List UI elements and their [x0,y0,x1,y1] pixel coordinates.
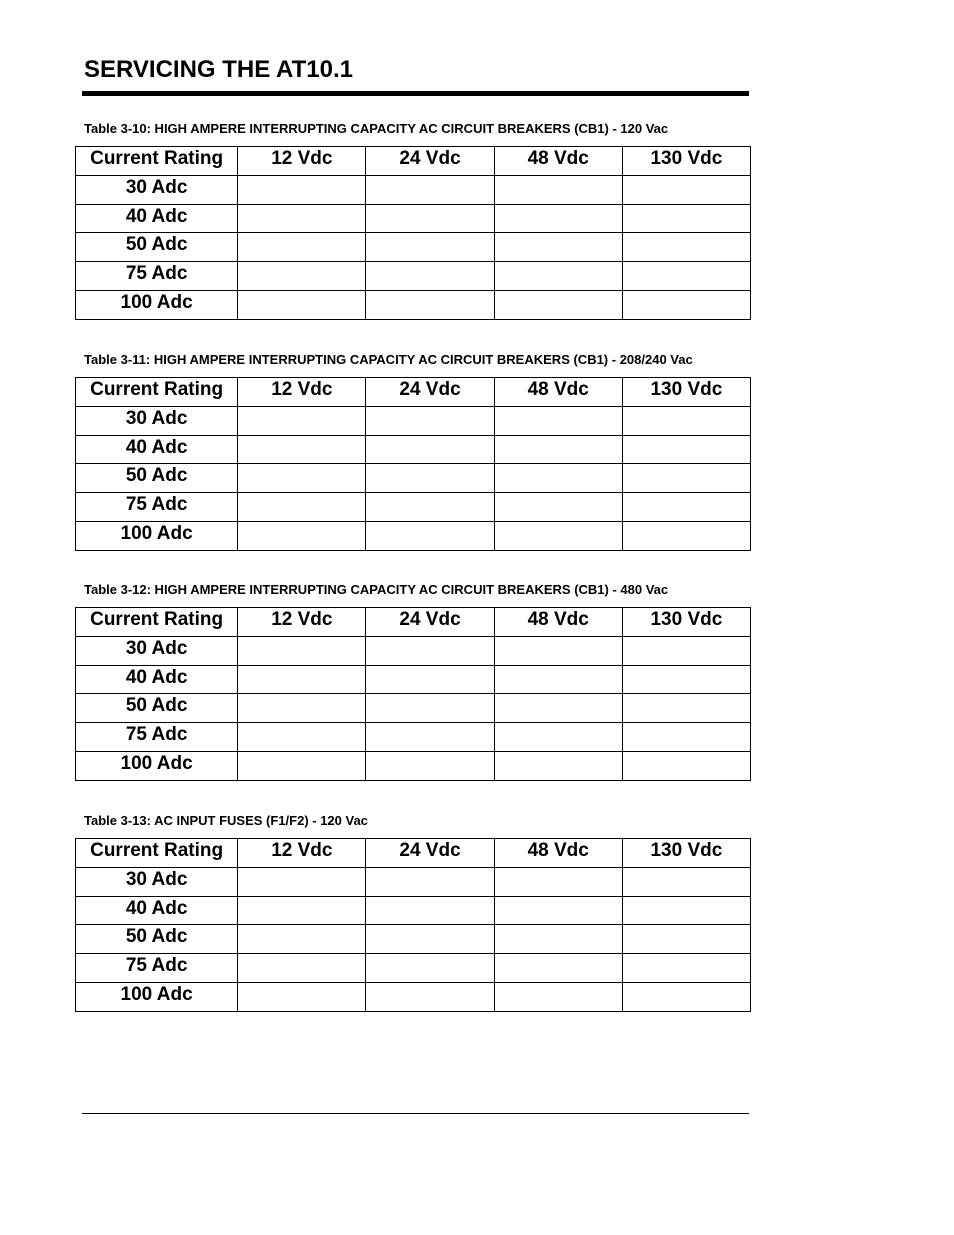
table-cell [366,464,494,493]
table-cell [494,521,622,550]
table-cell [238,723,366,752]
current-rating-cell: 75 Adc [76,954,238,983]
column-header: 48 Vdc [494,608,622,637]
column-header: 24 Vdc [366,839,494,868]
column-header: 24 Vdc [366,147,494,176]
column-header: 24 Vdc [366,608,494,637]
current-rating-cell: 75 Adc [76,723,238,752]
column-header: 12 Vdc [238,378,366,407]
column-header: 48 Vdc [494,378,622,407]
table-cell [622,290,750,319]
table-cell [494,204,622,233]
table-cell [366,521,494,550]
table-cell [622,665,750,694]
current-rating-cell: 40 Adc [76,204,238,233]
table-cell [494,665,622,694]
table-cell [494,290,622,319]
table-cell [238,435,366,464]
table-cell [366,406,494,435]
table-cell [238,636,366,665]
table-row [76,665,751,694]
current-rating-cell: 50 Adc [76,464,238,493]
current-rating-cell: 100 Adc [76,982,238,1011]
current-rating-cell: 40 Adc [76,665,238,694]
current-rating-cell: 100 Adc [76,521,238,550]
column-header: 130 Vdc [622,839,750,868]
column-header: 12 Vdc [238,839,366,868]
table-cell [494,954,622,983]
column-header: Current Rating [76,378,238,407]
current-rating-cell: 100 Adc [76,290,238,319]
table-cell [366,175,494,204]
table-cell [494,751,622,780]
table-cell [238,464,366,493]
current-rating-cell: 30 Adc [76,406,238,435]
table-cell [366,694,494,723]
table-row [76,925,751,954]
current-rating-cell: 30 Adc [76,175,238,204]
table-cell [494,867,622,896]
table-header-row [76,147,751,176]
current-rating-cell: 30 Adc [76,636,238,665]
table-cell [494,493,622,522]
table-cell [366,290,494,319]
table-cell [494,982,622,1011]
table-row [76,290,751,319]
table-cell [494,262,622,291]
table-row [76,175,751,204]
table-cell [494,175,622,204]
table-cell [494,435,622,464]
column-header: 130 Vdc [622,608,750,637]
table-cell [622,493,750,522]
table-cell [238,175,366,204]
table-cell [238,290,366,319]
table-cell [238,493,366,522]
page-title: SERVICING THE AT10.1 [84,56,353,83]
current-rating-cell: 75 Adc [76,493,238,522]
table-cell [366,954,494,983]
footer-divider [82,1113,749,1114]
table-cell [366,435,494,464]
table-cell [238,694,366,723]
table-row [76,406,751,435]
table-cell [238,925,366,954]
rating-table [75,146,751,320]
table-row [76,521,751,550]
table-row [76,982,751,1011]
column-header: 48 Vdc [494,839,622,868]
table-caption: Table 3-13: AC INPUT FUSES (F1/F2) - 120 Vac [84,813,368,828]
rating-table [75,838,751,1012]
table-header-row [76,839,751,868]
table-cell [494,233,622,262]
column-header: 130 Vdc [622,147,750,176]
table-cell [366,723,494,752]
table-cell [366,665,494,694]
rating-table [75,607,751,781]
current-rating-cell: 50 Adc [76,233,238,262]
current-rating-cell: 75 Adc [76,262,238,291]
table-cell [622,723,750,752]
table-row [76,867,751,896]
table-cell [238,982,366,1011]
table-cell [366,493,494,522]
column-header: Current Rating [76,839,238,868]
table-caption: Table 3-11: HIGH AMPERE INTERRUPTING CAPACITY AC CIRCUIT BREAKERS (CB1) - 208/240 Vac [84,352,693,367]
table-cell [622,406,750,435]
table-cell [238,233,366,262]
table-cell [238,406,366,435]
table-row [76,493,751,522]
table-row [76,694,751,723]
table-cell [622,233,750,262]
table-header-row [76,608,751,637]
current-rating-cell: 50 Adc [76,925,238,954]
table-row [76,204,751,233]
table-cell [622,954,750,983]
table-header-row [76,378,751,407]
table-cell [366,233,494,262]
table-cell [238,867,366,896]
current-rating-cell: 40 Adc [76,896,238,925]
table-cell [622,694,750,723]
table-cell [238,521,366,550]
table-cell [622,896,750,925]
table-cell [238,262,366,291]
table-cell [622,636,750,665]
column-header: 48 Vdc [494,147,622,176]
table-row [76,896,751,925]
table-row [76,954,751,983]
table-cell [494,925,622,954]
table-cell [238,665,366,694]
table-cell [622,464,750,493]
title-divider [82,91,749,96]
table-cell [238,954,366,983]
table-cell [494,406,622,435]
table-cell [238,204,366,233]
table-cell [494,896,622,925]
table-cell [622,521,750,550]
table-cell [366,982,494,1011]
table-row [76,723,751,752]
table-row [76,636,751,665]
rating-table [75,377,751,551]
table-caption: Table 3-12: HIGH AMPERE INTERRUPTING CAPACITY AC CIRCUIT BREAKERS (CB1) - 480 Vac [84,582,669,597]
table-row [76,233,751,262]
table-cell [366,896,494,925]
table-cell [622,435,750,464]
table-row [76,435,751,464]
current-rating-cell: 30 Adc [76,867,238,896]
table-cell [622,751,750,780]
table-cell [622,262,750,291]
table-cell [622,175,750,204]
table-cell [366,751,494,780]
table-row [76,262,751,291]
table-cell [366,867,494,896]
current-rating-cell: 40 Adc [76,435,238,464]
table-cell [366,636,494,665]
table-row [76,464,751,493]
column-header: Current Rating [76,147,238,176]
table-cell [366,925,494,954]
table-cell [622,982,750,1011]
table-caption: Table 3-10: HIGH AMPERE INTERRUPTING CAPACITY AC CIRCUIT BREAKERS (CB1) - 120 Vac [84,121,669,136]
table-cell [622,867,750,896]
table-cell [494,694,622,723]
table-row [76,751,751,780]
current-rating-cell: 100 Adc [76,751,238,780]
column-header: 12 Vdc [238,608,366,637]
column-header: 12 Vdc [238,147,366,176]
column-header: Current Rating [76,608,238,637]
table-cell [494,464,622,493]
table-cell [366,204,494,233]
table-cell [238,896,366,925]
table-cell [238,751,366,780]
table-cell [622,204,750,233]
column-header: 130 Vdc [622,378,750,407]
table-cell [494,723,622,752]
column-header: 24 Vdc [366,378,494,407]
current-rating-cell: 50 Adc [76,694,238,723]
table-cell [622,925,750,954]
table-cell [494,636,622,665]
table-cell [366,262,494,291]
